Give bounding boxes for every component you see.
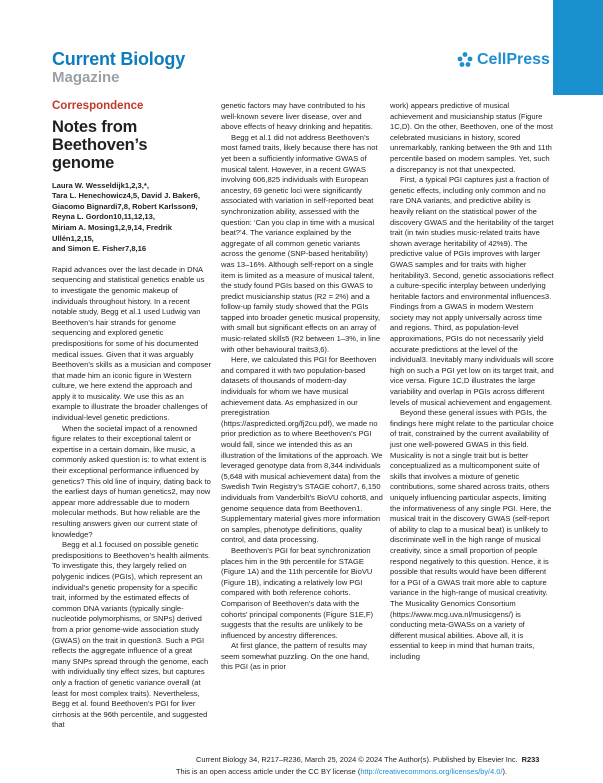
title-line-2: Beethoven’s genome	[52, 135, 148, 172]
page-number: R233	[521, 755, 540, 764]
column-3	[390, 101, 554, 662]
body-paragraph: At first glance, the pattern of results may seem somewhat puzzling. On the one hand, this PGI (as in prior	[221, 641, 370, 672]
corner-color-tab	[553, 0, 603, 95]
author-line: Laura W. Wesseldijk1,2,3,*,	[52, 180, 149, 190]
publisher-logo	[456, 51, 550, 69]
publisher-name: CellPress	[477, 51, 550, 68]
body-paragraph: work) appears predictive of musical achievement and musicianship status (Figure 1C,D). On the other, Beethoven, one of the most celebrated musicians in history, scored unremarkably, ranking between the 9th and 11th percentile based on modern samples. Yet, such a discrepancy is not that unexpected.	[390, 101, 553, 174]
body-paragraph: Begg et al.1 did not address Beethoven’s most famed traits, likely because there has not yet been a sufficiently informative GWAS of musical talent. However, in a recent GWAS involving 606,825 individuals with European ancestry, 69 genetic loci were significantly associated with variation in self-reported beat synchronization ability, assessed with the question: ‘Can you clap in time with a musical beat?’4. The variance explained by the aggregate of all common genetic variants across the genome (SNP-based heritability) was 13–16%. Although self-report on a single item is limited as a measure of musical talent, the study found PGIs based on this GWAS to predict musicianship status (R2 = 2%) and a follow-up family study showed that the PGIs tapped into broader genetic musical propensity, with small but significant effects on an array of music-related skills5 (R2 between 1–3%, in line with other behavioural traits3,6).	[221, 132, 381, 354]
article-title	[52, 118, 212, 172]
citation-line	[196, 755, 539, 764]
cellpress-mark-icon	[456, 51, 474, 69]
license-text: This is an open access article under the CC BY license (	[176, 767, 361, 776]
author-line: Miriam A. Mosing1,2,9,14, Fredrik Ullén1,2,15,	[52, 222, 172, 243]
body-paragraph: Beyond these general issues with PGIs, the findings here might relate to the particular choice of trait, constrained by the current availability of just one well-powered GWAS in this field. Musicality is not a single trait but is better conceptualized as a multicomponent suite of skills that involves a mixture of genetic contributions, some shared across traits, others uniquely influencing particular aspects, limiting the informativeness of any single PGI. Here, the musical trait in the discovery GWAS (self-report of ability to clap to a musical beat) is unlikely to discriminate well in the high range of musical creativity, since a small proportion of people respond negatively to this question. Hence, it is possible that results would have been different for a PGI of a GWAS trait more able to capture variance in the high-range of musical creativity. The Musicality Genomics Consortium (https://www.mcg.uva.nl/musicgens/) is conducting meta-GWASs on a variety of different musical abilities. Above all, it is essential to keep in mind that human traits, including	[390, 408, 554, 661]
column-1	[52, 101, 212, 731]
body-paragraph: Begg et al.1 focused on possible genetic predispositions to Beethoven’s health ailments. To investigate this, they largely relied on polygenic indices (PGIs), which represent an individual’s genetic propensity for a specific trait, informed by the estimated effects of common DNA variants (typically single-nucleotide polymorphisms, or SNPs) derived from a prior genome-wide association study (GWAS) on the trait in question3. Such a PGI reflects the aggregate influence of a great many SNPs spread through the genome, each with individually tiny effect sizes, but captures only a fraction of genetic variance overall (at least for most complex traits). Nevertheless, Begg et al. found Beethoven’s PGI for liver cirrhosis at the 96th percentile, and suggested that	[52, 540, 211, 730]
license-suffix: ).	[502, 767, 507, 776]
magazine-label: Magazine	[52, 69, 120, 86]
title-line-1: Notes from	[52, 117, 138, 136]
license-line	[176, 767, 507, 776]
author-line: Reyna L. Gordon10,11,12,13,	[52, 212, 155, 222]
license-link[interactable]: http://creativecommons.org/licenses/by/4.0/	[360, 767, 503, 776]
journal-title: Current Biology	[52, 49, 186, 69]
body-paragraph: Here, we calculated this PGI for Beethoven and compared it with two population-based datasets of thousands of modern-day individuals for whom we have musical achievement data. As emphasized in our preregistration (https://aspredicted.org/fj2cu.pdf), we made no prior prediction as to where Beethoven’s PGI would fall, since we intended this as an illustration of the limitations of the approach. We leveraged genotype data from 8,344 individuals (5,648 with musical achievement data) from the Swedish Twin Registry’s STAGE cohort7, 6,150 individuals from Vanderbilt’s BioVU cohort8, and genome sequence data from Beethoven1. Supplementary material gives more information on samples, phenotype definitions, quality control, and data processing.	[221, 355, 383, 545]
section-label: Correspondence	[52, 100, 144, 112]
author-line: Giacomo Bignardi7,8, Robert Karlsson9,	[52, 201, 198, 211]
body-paragraph: Beethoven’s PGI for beat synchronization places him in the 9th percentile for STAGE (Figure 1A) and the 11th percentile for BioVU (Figure 1B), indicating a relatively low PGI compared with both reference cohorts. Comparison of Beethoven’s data with the cohorts’ principal components (Figure S1E,F) suggests that the results are unlikely to be influenced by ancestry differences.	[221, 545, 374, 640]
column-2	[221, 101, 383, 673]
body-paragraph: Rapid advances over the last decade in DNA sequencing and statistical genetics enable us to investigate the genomic makeup of individuals throughout history. In a recent notable study, Begg et al.1 used Ludwig van Beethoven’s hair strands for genome sequencing and explored genetic predispositions for some of his documented medical issues. Given that it was arguably Beethoven’s skills as a musician and composer that made him an iconic figure in Western culture, we here extend the approach and apply it to musicality. We use this as an example to illustrate the broader challenges of individual-level genetic predictions.	[52, 264, 211, 423]
author-list	[52, 181, 212, 255]
body-paragraph: genetic factors may have contributed to his well-known severe liver disease, over and above effects of heavy drinking and hepatitis.	[221, 101, 373, 132]
author-line: and Simon E. Fisher7,8,16	[52, 244, 147, 254]
author-line: Tara L. Henechowicz4,5, David J. Baker6,	[52, 191, 200, 201]
body-paragraph: First, a typical PGI captures just a fraction of genetic effects, including only common and no rare DNA variants, and predictive ability is heavily reliant on the statistical power of the discovery GWAS and the heritability of the target trait (in twin studies music-related traits have shown average heritability of 42%9). The predictive value of PGIs improves with larger GWAS samples and for traits with higher heritability3. Second, genetic associations reflect a culture-specific interplay between underlying heritable factors and environmental influences3. Findings from a GWAS in modern Western society may not apply universally across time and regions. Third, as population-level approximations, PGIs do not necessarily yield accurate predictions at the level of the individual3. Inevitably many individuals will score high on such a PGI yet low on its target trait, and vice versa. Figure 1C,D illustrates the large variability and overlap in PGIs across different levels of musical achievement and engagement.	[390, 175, 554, 407]
body-paragraph: When the societal impact of a renowned figure relates to their exceptional talent or expertise in a certain domain, like music, a commonly asked question is: to what extent is their exceptional performance influenced by genetics? This old line of inquiry, dating back to the earliest days of human genetics2, may now appear more addressable due to modern molecular methods. But how reliable are the resulting answers given our current state of knowledge?	[52, 423, 211, 539]
citation-text: Current Biology 34, R217–R236, March 25, 2024 © 2024 The Author(s). Published by Elsevier Inc.	[196, 755, 518, 764]
